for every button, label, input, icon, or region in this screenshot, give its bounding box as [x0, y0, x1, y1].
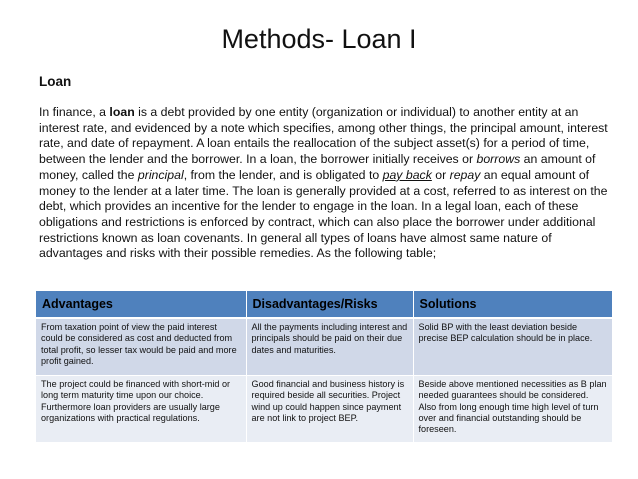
- term-principal: principal: [137, 167, 184, 182]
- section-heading: Loan: [39, 74, 72, 89]
- term-pay-back: pay back: [382, 167, 432, 182]
- para-text-4: , from the lender, and is obligated to: [183, 167, 383, 182]
- table-cell-solution: Solid BP with the least deviation beside precise BEP calculation should be in place.: [413, 318, 612, 376]
- term-loan: loan: [109, 105, 135, 119]
- table-cell-risk: All the payments including interest and principals should be paid on their due dates and maturities.: [246, 318, 413, 376]
- table-cell-risk: Good financial and business history is required beside all securities. Project wind up could happen since payment are not link to project BEP.: [246, 376, 413, 443]
- header-disadvantages-risks: Disadvantages/Risks: [246, 291, 413, 318]
- header-advantages: Advantages: [36, 291, 246, 318]
- para-text-1: In finance, a: [39, 105, 110, 119]
- para-text-5: or: [431, 167, 450, 182]
- term-borrows: borrows: [476, 152, 521, 167]
- table-cell-solution: Beside above mentioned necessities as B plan needed guarantees should be considered. Also from long enough time high level of turn over and financial outstanding should be foreseen.: [413, 376, 612, 443]
- para-text-6: an equal amount of money to the lender at a later time. The loan is generally provided at a cost, referred to as interest on the debt, which provides an incentive for the lender to engage in the loan. In a legal loan, each of these obligations and restrictions is enforced by contract, which can also place the borrower under additional restrictions known as loan covenants. In general all types of loans have almost same nature of advantages and risks with their possible remedies. As the following table;: [39, 167, 608, 261]
- para-text-2: is a debt provided by one entity (organization or individual) to another entity at an interest rate, and evidenced by a note which specifies, among other things, the principal amount, interest rate, and date of repayment. A loan entails the reallocation of the subject asset(s) for a period of time, between the lender and the borrower. In a loan, the borrower initially receives or: [39, 105, 608, 167]
- loan-paragraph: [39, 105, 611, 262]
- slide-title: Methods- Loan I: [221, 24, 417, 54]
- loan-comparison-table: [36, 291, 612, 443]
- table-row: [36, 318, 612, 376]
- table-cell-advantage: From taxation point of view the paid interest could be considered as cost and deducted from total profit, so lesser tax would be paid and more profit gained.: [36, 318, 246, 376]
- header-solutions: Solutions: [413, 291, 612, 318]
- term-repay: repay: [449, 167, 481, 182]
- table-header-row: [36, 291, 612, 318]
- para-text-3: an amount of money, called the: [39, 152, 596, 182]
- table-row: [36, 376, 612, 443]
- table-cell-advantage: The project could be financed with short-mid or long term maturity time upon our choice. Furthermore loan providers are usually large organizations with practical regulations.: [36, 376, 246, 443]
